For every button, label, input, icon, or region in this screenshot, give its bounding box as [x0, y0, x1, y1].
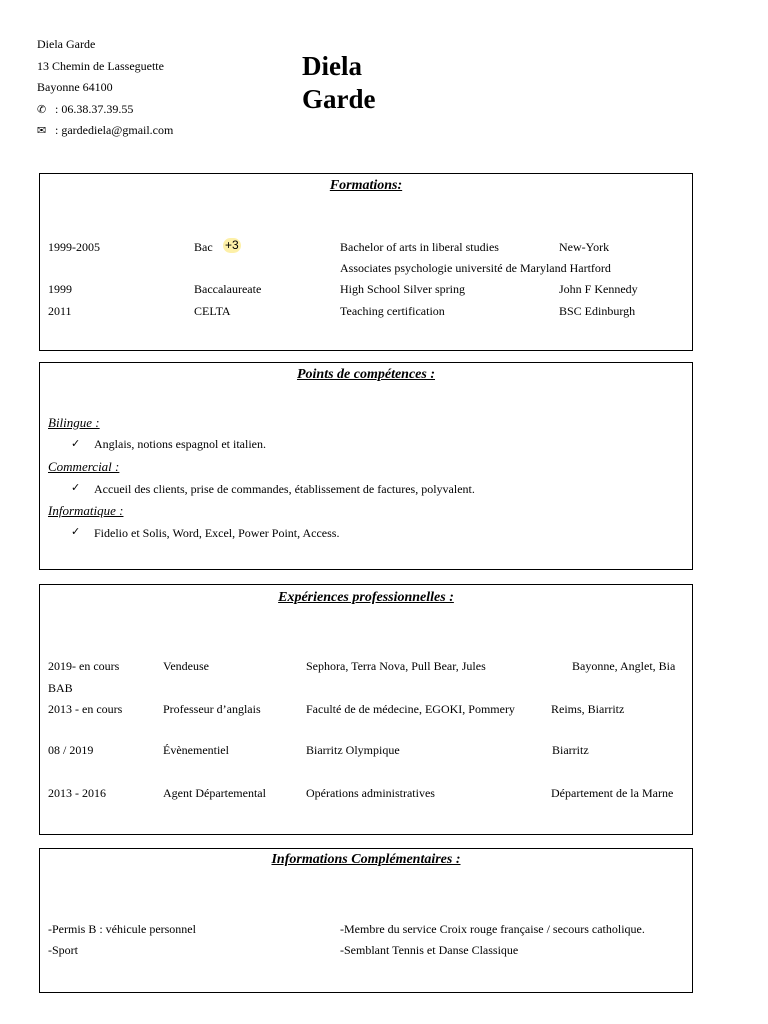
formations-section — [39, 173, 693, 351]
experience-place: Reims, Biarritz — [551, 702, 625, 716]
formations-title: Formations: — [329, 178, 403, 193]
experience-date: 2013 - 2016 — [48, 786, 106, 800]
title-first-name: Diela — [302, 51, 362, 81]
experiences-section — [39, 584, 693, 835]
experience-role: Professeur d’anglais — [163, 702, 261, 716]
formation-year: 1999 — [48, 282, 72, 296]
competence-heading: Commercial : — [48, 459, 120, 474]
experience-date: 2013 - en cours — [48, 702, 123, 716]
formation-year: 2011 — [48, 304, 72, 318]
formation-place: New-York — [559, 240, 610, 254]
formation-place: BSC Edinburgh — [559, 304, 636, 318]
contact-email: : gardediela@gmail.com — [55, 123, 174, 137]
formation-course: High School Silver spring — [340, 282, 465, 296]
formation-diploma: Baccalaureate — [194, 282, 262, 296]
experience-place: Bayonne, Anglet, Bia — [572, 659, 676, 673]
competence-item: Anglais, notions espagnol et italien. — [94, 437, 266, 451]
contact-phone: : 06.38.37.39.55 — [55, 101, 134, 116]
contact-phone-line — [37, 99, 173, 121]
complementaire-right-item: -Semblant Tennis et Danse Classique — [340, 943, 519, 957]
experience-date: 08 / 2019 — [48, 743, 94, 757]
competence-heading: Bilingue : — [48, 415, 100, 430]
competence-item: Accueil des clients, prise de commandes, établissement de factures, polyvalent. — [94, 482, 475, 496]
contact-city: Bayonne 64100 — [37, 80, 113, 94]
formation-course: Associates psychologie université de Maryland Hartford — [340, 261, 611, 275]
experience-role: Agent Départemental — [163, 786, 266, 800]
experience-company: Sephora, Terra Nova, Pull Bear, Jules — [306, 659, 486, 673]
complementaires-section — [39, 848, 693, 993]
complementaire-left-item: -Sport — [48, 943, 78, 957]
contact-email-line — [37, 120, 173, 142]
check-icon: ✓ — [71, 481, 81, 494]
complementaire-left-item: -Permis B : véhicule personnel — [48, 922, 196, 936]
competences-section — [39, 362, 693, 570]
formation-course: Bachelor of arts in liberal studies — [340, 240, 499, 254]
contact-street: 13 Chemin de Lasseguette — [37, 58, 164, 73]
experience-place-cont: BAB — [48, 681, 73, 695]
check-icon: ✓ — [71, 525, 81, 538]
formation-course: Teaching certification — [340, 304, 445, 318]
experiences-title: Expériences professionnelles : — [278, 590, 454, 605]
mail-icon: ✉ — [37, 124, 47, 137]
formation-diploma: Bac — [194, 240, 213, 254]
experience-company: Opérations administratives — [306, 786, 435, 800]
competence-heading: Informatique : — [48, 503, 124, 518]
experience-date: 2019- en cours — [48, 659, 120, 673]
comment-badge[interactable]: +3 — [225, 238, 239, 252]
competence-item: Fidelio et Solis, Word, Excel, Power Point, Access. — [94, 526, 340, 540]
complementaires-title: Informations Complémentaires : — [271, 852, 461, 867]
experience-place: Département de la Marne — [551, 786, 674, 800]
experience-role: Évènementiel — [163, 743, 229, 757]
contact-name: Diela Garde — [37, 37, 96, 51]
experience-role: Vendeuse — [163, 659, 209, 673]
formation-place: John F Kennedy — [559, 282, 638, 296]
contact-block — [37, 34, 173, 142]
formation-year: 1999-2005 — [48, 240, 100, 254]
title-last-name: Garde — [302, 84, 376, 114]
check-icon: ✓ — [71, 437, 81, 450]
experience-company: Biarritz Olympique — [306, 743, 400, 757]
formation-diploma: CELTA — [194, 304, 231, 318]
competences-title: Points de compétences : — [296, 367, 436, 382]
experience-company: Faculté de de médecine, EGOKI, Pommery — [306, 702, 515, 716]
page-title — [302, 50, 376, 116]
phone-icon: ✆ — [37, 102, 47, 116]
complementaire-right-item: -Membre du service Croix rouge française / secours catholique. — [340, 922, 645, 936]
experience-place: Biarritz — [552, 743, 589, 757]
